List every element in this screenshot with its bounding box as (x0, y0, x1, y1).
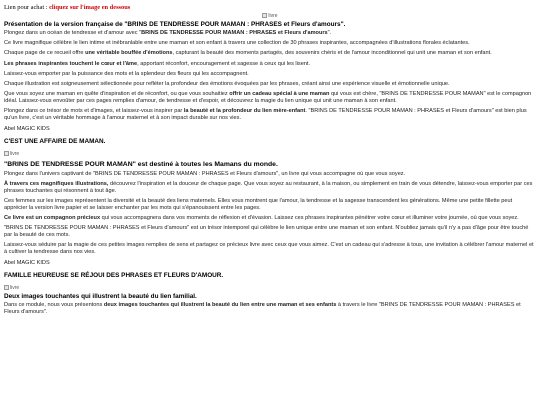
broken-image-icon (4, 151, 9, 156)
purchase-link-text[interactable]: cliquez sur l'image en dessous (49, 4, 131, 11)
broken-image-icon (262, 13, 267, 18)
intro-title: Présentation de la version française de "BRINS DE TENDRESSE POUR MAMAN : PHRASES et Fleurs d'amours". (4, 21, 346, 28)
affaire-subtitle: "BRINS DE TENDRESSE POUR MAMAN" est destiné à toutes les Mamans du monde. (4, 160, 278, 168)
affaire-paragraph: Laissez-vous séduire par la magie de ces petites images remplies de sens et partagez ce précieux livre avec ceux que vous aimez. C'est un cadeau qui s'adresse à tous, une invitation à célébrer l'amour maternel et à cultiver la tendresse dans nos vies. (4, 242, 534, 256)
affaire-image-alt: livre (10, 150, 20, 157)
affaire-paragraph: Ces femmes sur les images représentent la diversité et la beauté des liens maternels. Elles vous montrent que l'amour, la tendresse et la sagesse transcendent les générations. Même une petite fillette peut apprécier la version livre papier et se laisser enchanter par les mots qui s'épanouissent entre les pages. (4, 197, 513, 211)
affaire-paragraph: Ce livre est un compagnon précieux qui vous accompagnera dans vos moments de réflexion et d'évasion. Laissez ces phrases inspirantes pénétrer votre cœur et illuminer votre journée, où que vous soyez. (4, 215, 519, 222)
author-signature: Abel MAGIC KIDS (4, 125, 50, 132)
intro-paragraph: Ce livre magnifique célèbre le lien intime et inébranlable entre une maman et son enfant à travers une collection de 30 phrases inspirantes, accompagnées d'illustrations florales éclatantes. (4, 40, 470, 47)
book-image-alt: livre (268, 13, 278, 19)
intro-paragraph: Les phrases inspirantes touchent le cœur et l'âme, apportant réconfort, encouragement et sagesse à ceux qui les lisent. (4, 60, 311, 67)
purchase-label: Lien pour achat : (4, 4, 48, 11)
intro-paragraph: Laissez-vous emporter par la puissance des mots et la splendeur des fleurs qui les accompagnent. (4, 70, 249, 77)
intro-paragraph: Chaque illustration est soigneusement sélectionnée pour refléter la profondeur des émotions évoquées par les phrases, créant ainsi une expérience visuelle et émotionnelle unique. (4, 80, 450, 87)
affaire-image (4, 151, 536, 159)
famille-image (4, 285, 536, 293)
affaire-paragraph: À travers ces magnifiques illustrations, découvrez l'inspiration et la douceur de chaque page. Que vous soyez au restaurant, à la maison, ou simplement en train de vous détendre, laissez-vous emporter par ces phrases touchantes qui résonnent à tout âge. (4, 180, 533, 194)
section-heading-famille: FAMILLE HEUREUSE SE RÉJOUI DES PHRASES ET FLEURS D'AMOUR. (4, 271, 224, 279)
famille-image-alt: livre (10, 284, 20, 291)
author-signature: Abel MAGIC KIDS (4, 259, 50, 266)
famille-subtitle: Deux images touchantes qui illustrent la beauté du lien familial. (4, 292, 197, 300)
section-heading-affaire: C'EST UNE AFFAIRE DE MAMAN. (4, 137, 106, 145)
book-image-link[interactable] (4, 13, 536, 21)
intro-paragraph: Que vous soyez une maman en quête d'inspiration et de réconfort, ou que vous souhaitiez offrir un cadeau spécial à une maman qui vous est chère, "BRINS DE TENDRESSE POUR MAMAN" est le compagnon idéal. Laissez-vous envoûter par ces pages remplies d'amour, de tendresse et d'espoir, et découvrez la magie du lien unique qui unit une maman à son enfant. (4, 91, 532, 105)
affaire-paragraph: "BRINS DE TENDRESSE POUR MAMAN : PHRASES et Fleurs d'amours" est un trésor intemporel qui célèbre le lien unique entre une maman et son enfant. N'oubliez jamais qu'il n'y a pas d'âge pour être touché par la beauté de ces mots. (4, 225, 529, 239)
intro-paragraph: Plongez dans ce trésor de mots et d'images, et laissez-vous inspirer par la beauté et la profondeur du lien mère-enfant. "BRINS DE TENDRESSE POUR MAMAN : PHRASES et Fleurs d'amours" est bien plus qu'un livre, c'est un véritable hommage à l'amour maternel et à son impact durable sur nos vies. (4, 108, 527, 122)
intro-paragraph: Plongez dans un océan de tendresse et d'amour avec "BRINS DE TENDRESSE POUR MAMAN : PHRASES et Fleurs d'amours". (4, 30, 332, 36)
affaire-paragraph: Plongez dans l'univers captivant de "BRINS DE TENDRESSE POUR MAMAN : PHRASES et Fleurs d'amours", un livre qui vous accompagne où que vous soyez. (4, 170, 406, 177)
broken-image-icon (4, 285, 9, 290)
book-image[interactable] (262, 13, 277, 19)
purchase-line (4, 4, 536, 12)
famille-paragraph: Dans ce module, nous vous présentons deux images touchantes qui illustrent la beauté du lien entre une maman et ses enfants à travers le livre "BRINS DE TENDRESSE POUR MAMAN : PHRASES et Fleurs d'amours". (4, 301, 521, 315)
intro-paragraph: Chaque page de ce recueil offre une véritable bouffée d'émotions, capturant la beauté des moments partagés, des souvenirs chéris et de l'amour inconditionnel qui unit une maman et son enfant. (4, 50, 492, 57)
